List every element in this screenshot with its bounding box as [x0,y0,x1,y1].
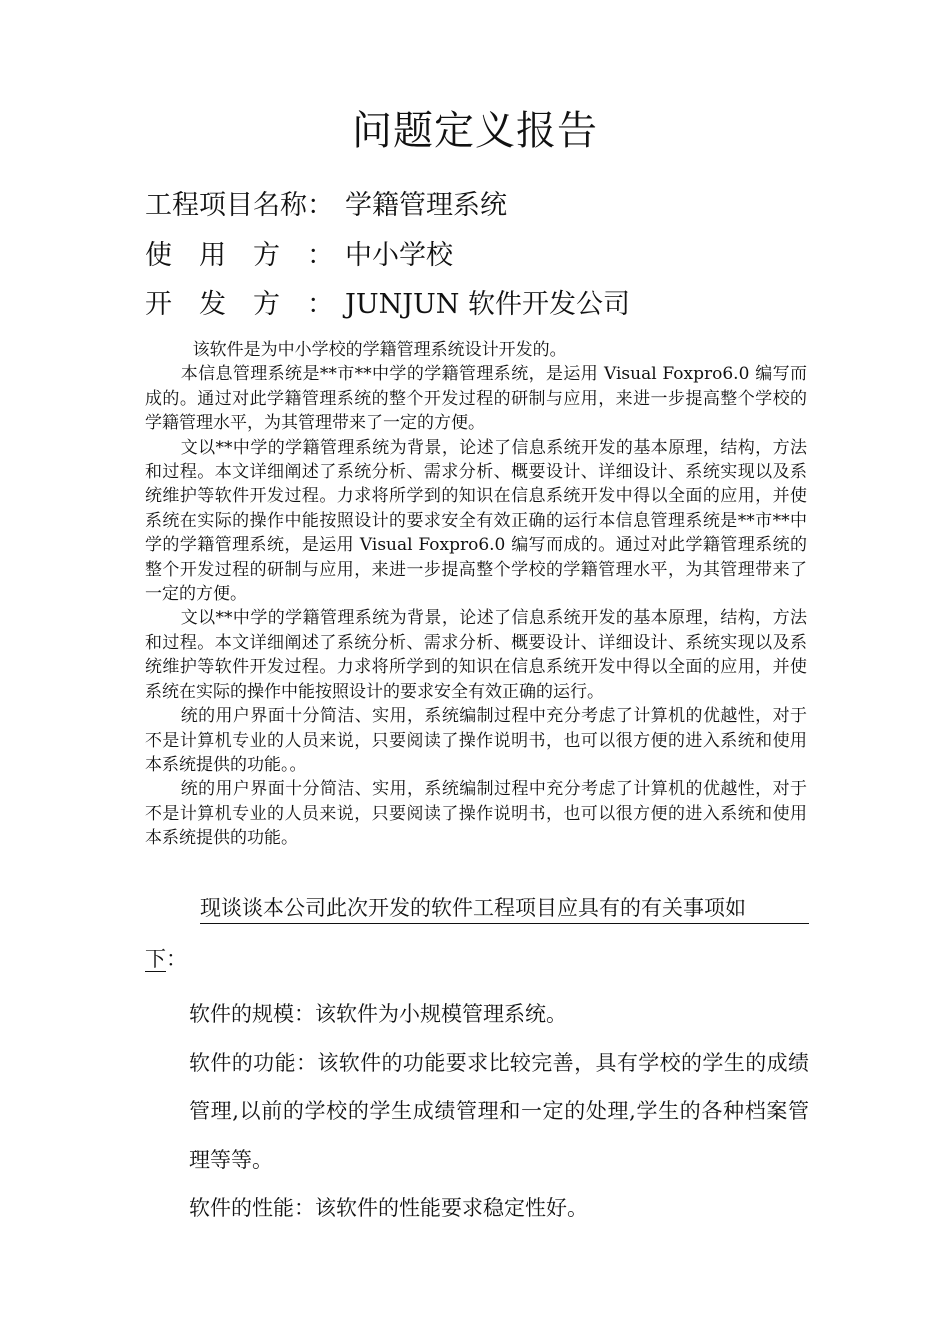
intro-tail-rest: ： [166,947,187,971]
intro-tail [145,943,187,975]
project-name-label: 工程项目名称： [145,190,334,221]
paragraph: 文以**中学的学籍管理系统为背景，论述了信息系统开发的基本原理，结构，方法和过程。本文详细阐述了系统分析、需求分析、概要设计、详细设计、系统实现以及系统维护等软件开发过程。力求将所学到的知识在信息系统开发中得以全面的应用，并使系统在实际的操作中能按照设计的要求安全有效正确的运行。 [145,608,807,702]
items-list [189,990,809,1233]
list-item: 软件的性能：该软件的性能要求稳定性好。 [189,1196,588,1220]
list-item: 软件的规模：该软件为小规模管理系统。 [189,1002,567,1026]
paragraph: 本信息管理系统是**市**中学的学籍管理系统，是运用 Visual Foxpro6.0 编写而成的。通过对此学籍管理系统的整个开发过程的研制与应用，来进一步提高整个学校的学籍管理水平，为其管理带来了一定的方便。 [145,364,807,434]
paragraph: 该软件是为中小学校的学籍管理系统设计开发的。 [192,340,567,360]
list-item: 软件的功能：该软件的功能要求比较完善，具有学校的学生的成绩管理,以前的学校的学生成绩管理和一定的处理,学生的各种档案管理等等。 [189,1050,809,1172]
developer-label: 开 发 方 ： [145,289,334,320]
intro-underline [200,923,809,924]
project-name-row [145,188,507,224]
intro-line: 现谈谈本公司此次开发的软件工程项目应具有的有关事项如 [200,896,746,920]
page-title: 问题定义报告 [352,108,598,154]
paragraph: 统的用户界面十分简洁、实用，系统编制过程中充分考虑了计算机的优越性，对于不是计算机专业的人员来说，只要阅读了操作说明书，也可以很方便的进入系统和使用本系统提供的功能。。 [145,706,807,775]
intro-tail-underlined: 下 [145,947,166,971]
user-label: 使 用 方 ： [145,240,334,271]
user-row [145,238,453,274]
project-name-value: 学籍管理系统 [345,190,507,221]
developer-row [145,287,630,323]
paragraph: 文以**中学的学籍管理系统为背景，论述了信息系统开发的基本原理，结构，方法和过程。本文详细阐述了系统分析、需求分析、概要设计、详细设计、系统实现以及系统维护等软件开发过程。力求将所学到的知识在信息系统开发中得以全面的应用，并使系统在实际的操作中能按照设计的要求安全有效正确的运行本信息管理系统是**市**中学的学籍管理系统，是运用 Visual Foxpro6.0 编写而成的。通过对此学籍管理系统的整个开发过程的研制与应用，来进一步提高整个学校的学籍管理水平，为其管理带来了一定的方便。 [145,437,807,605]
body-text [145,338,807,851]
developer-value: JUNJUN 软件开发公司 [345,289,630,320]
user-value: 中小学校 [345,240,453,271]
paragraph: 统的用户界面十分简洁、实用，系统编制过程中充分考虑了计算机的优越性，对于不是计算机专业的人员来说，只要阅读了操作说明书，也可以很方便的进入系统和使用本系统提供的功能。 [145,779,807,849]
